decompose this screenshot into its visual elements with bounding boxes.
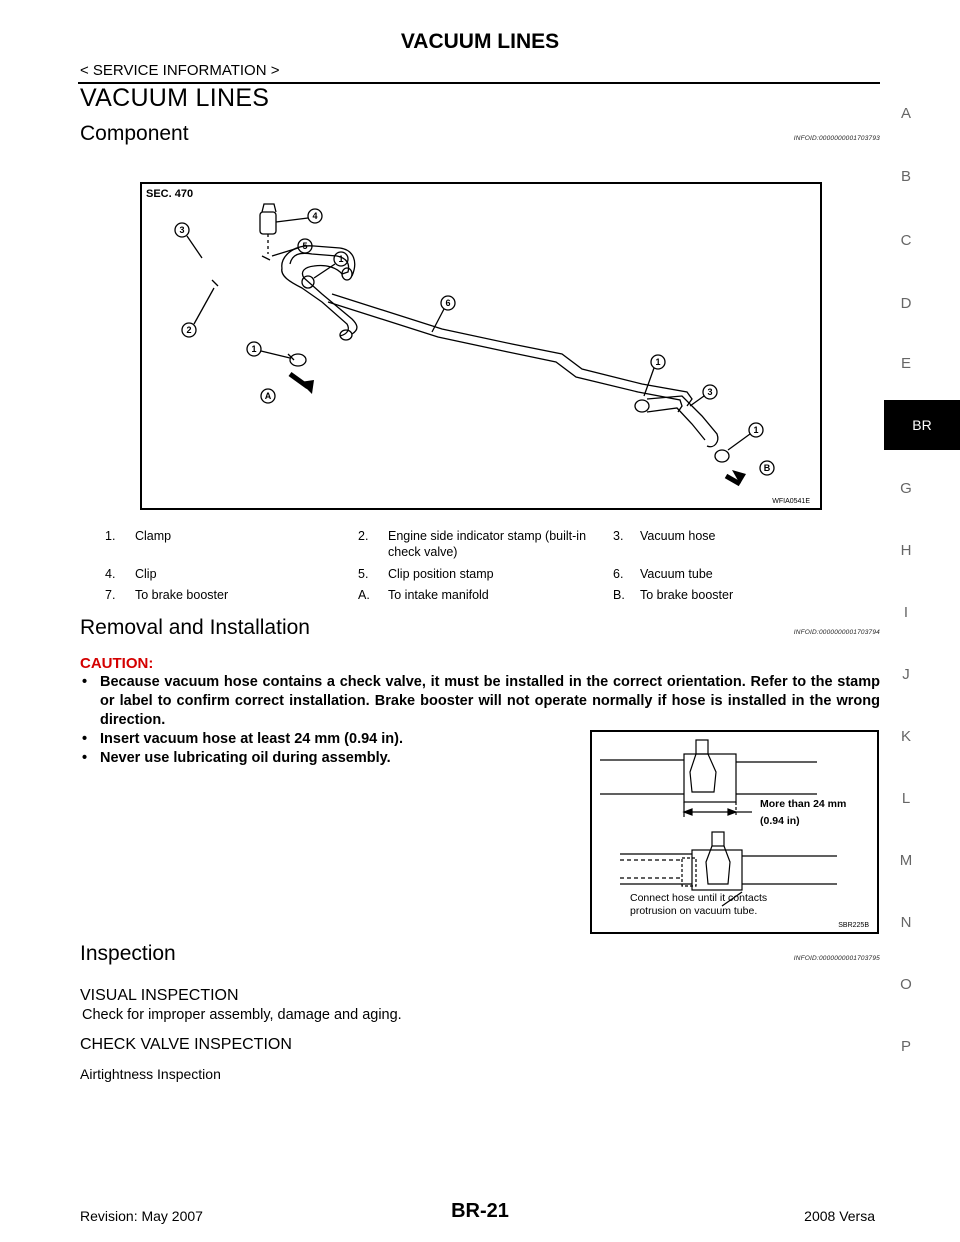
label-in: (0.94 in)	[760, 815, 800, 827]
vacuum-lines-diagram	[142, 184, 820, 508]
airtightness-heading: Airtightness Inspection	[80, 1066, 221, 1082]
callout-6: 6	[445, 298, 451, 308]
removal-infoid: INFOID:0000000001703794	[793, 629, 880, 636]
legend-text-b: To brake booster	[640, 588, 734, 602]
side-index-j[interactable]: J	[902, 666, 910, 683]
legend-num-3: 3.	[613, 529, 624, 543]
side-index-o[interactable]: O	[900, 976, 912, 993]
component-heading: Component	[80, 122, 189, 145]
callout-1-a: 1	[338, 254, 344, 264]
component-infoid: INFOID:0000000001703793	[793, 135, 880, 142]
callout-1-b: 1	[251, 344, 257, 354]
legend-num-1: 1.	[105, 529, 116, 543]
legend-text-3: Vacuum hose	[640, 529, 716, 543]
callout-4: 4	[312, 211, 318, 221]
side-index-p[interactable]: P	[900, 1038, 911, 1055]
callout-a: A	[264, 391, 272, 401]
callout-3-right: 3	[707, 387, 713, 397]
side-index-c[interactable]: C	[900, 232, 912, 249]
legend-text-6: Vacuum tube	[640, 567, 713, 581]
side-index-m[interactable]: M	[899, 852, 913, 869]
figure-code: WFIA0541E	[772, 498, 810, 505]
callout-3-left: 3	[179, 225, 185, 235]
page-header-title: VACUUM LINES	[400, 30, 560, 53]
legend-text-4: Clip	[135, 567, 157, 581]
legend-num-4: 4.	[105, 567, 116, 581]
legend-text-7: To brake booster	[135, 588, 229, 602]
inspection-heading: Inspection	[80, 942, 176, 965]
side-index-n[interactable]: N	[900, 914, 912, 931]
legend-num-2: 2.	[358, 529, 369, 543]
side-index-g[interactable]: G	[900, 480, 912, 497]
callout-5: 5	[302, 241, 308, 251]
callout-1-c: 1	[655, 357, 661, 367]
inspection-infoid: INFOID:0000000001703795	[793, 955, 880, 962]
label-more-than: More than 24 mm	[760, 798, 847, 810]
legend-text-2: Engine side indicator stamp (built-in check valve)	[388, 529, 587, 559]
side-index-br-active[interactable]: BR	[884, 400, 960, 450]
legend-num-7: 7.	[105, 588, 116, 602]
removal-heading: Removal and Installation	[80, 616, 310, 639]
visual-inspection-text: Check for improper assembly, damage and aging.	[82, 1007, 402, 1023]
side-index-d[interactable]: D	[900, 295, 912, 312]
label-connect-1: Connect hose until it contacts	[630, 892, 768, 904]
label-connect-2: protrusion on vacuum tube.	[630, 905, 758, 917]
visual-inspection-heading: VISUAL INSPECTION	[80, 987, 239, 1004]
figure2-code: SBR225B	[838, 922, 869, 929]
footer-model: 2008 Versa	[804, 1208, 875, 1224]
page-header-subtitle: < SERVICE INFORMATION >	[80, 62, 280, 79]
footer-page-number: BR-21	[451, 1200, 509, 1222]
side-index-i[interactable]: I	[903, 604, 909, 621]
footer-revision: Revision: May 2007	[80, 1208, 203, 1224]
legend-num-6: 6.	[613, 567, 624, 581]
caution-label: CAUTION:	[80, 655, 154, 672]
side-index-a[interactable]: A	[900, 105, 911, 122]
side-index-b[interactable]: B	[900, 168, 911, 185]
side-index-e[interactable]: E	[900, 355, 911, 372]
legend-text-5: Clip position stamp	[388, 567, 494, 581]
legend-num-5: 5.	[358, 567, 369, 581]
hose-insertion-figure	[590, 730, 879, 934]
check-valve-heading: CHECK VALVE INSPECTION	[80, 1036, 292, 1053]
figure-section-label: SEC. 470	[146, 188, 194, 200]
caution-bullet-2: • Insert vacuum hose at least 24 mm (0.94 in).	[80, 730, 880, 749]
callout-b: B	[763, 463, 771, 473]
side-index-h[interactable]: H	[900, 542, 912, 559]
legend-text-a: To intake manifold	[388, 588, 489, 602]
callout-2: 2	[186, 325, 192, 335]
legend-num-b: B.	[613, 588, 625, 602]
component-figure	[140, 182, 822, 510]
side-index-l[interactable]: L	[901, 790, 911, 807]
callout-1-d: 1	[753, 425, 759, 435]
side-index-k[interactable]: K	[900, 728, 911, 745]
page-heading: VACUUM LINES	[80, 84, 270, 112]
caution-bullet-3: • Never use lubricating oil during assembly.	[80, 749, 880, 768]
caution-bullet-1: • Because vacuum hose contains a check valve, it must be installed in the correct orientation. Refer to the stamp or label to confirm correct installation. Brake booster will not operate normally if hose is installed in the wrong direction.	[80, 673, 880, 730]
legend-text-1: Clamp	[135, 529, 172, 543]
legend-num-a: A.	[358, 588, 370, 602]
